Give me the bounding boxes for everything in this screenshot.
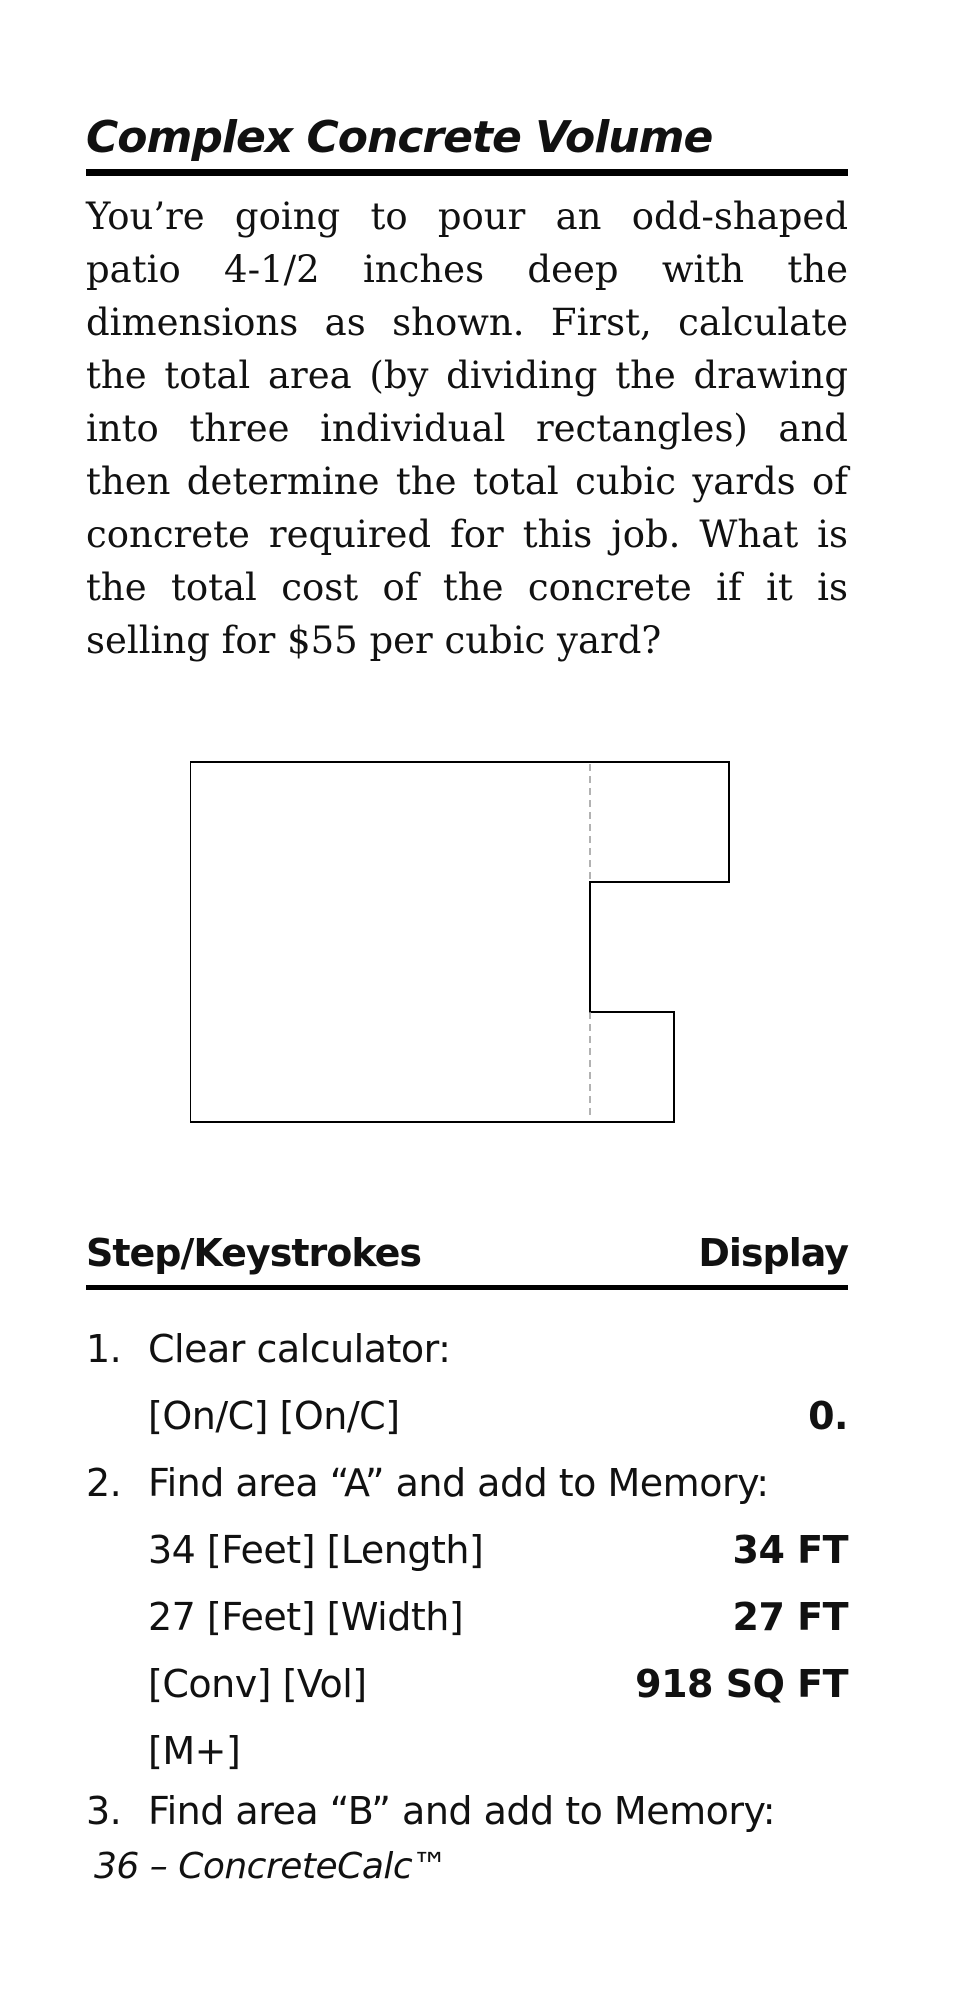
display-value: 34 FT xyxy=(732,1528,848,1572)
step-text: Find area “B” and add to Memory: xyxy=(148,1789,776,1833)
problem-paragraph: You’re going to pour an odd-shaped patio 4-1/2 inches deep with the dimensions as shown. First, calculate the total area (by dividing the drawing into three individual rectangles) and then determine the total cubic yards of concrete required for this job. What is the total cost of the concrete if it is selling for $55 per cubic yard? xyxy=(86,195,848,662)
header-display: Display xyxy=(698,1231,848,1275)
step-text: [M+] xyxy=(148,1729,241,1773)
table-row xyxy=(86,1521,848,1579)
step-text: 34 [Feet] [Length] xyxy=(148,1528,484,1572)
table-row xyxy=(86,1722,848,1780)
patio-diagram xyxy=(190,760,730,1124)
table-row xyxy=(86,1387,848,1445)
table-row xyxy=(86,1454,848,1512)
step-text: Find area “A” and add to Memory: xyxy=(148,1461,769,1505)
steps-table-header xyxy=(86,1225,848,1281)
title-underline xyxy=(86,169,848,176)
display-value: 918 SQ FT xyxy=(635,1662,848,1706)
step-text: 27 [Feet] [Width] xyxy=(148,1595,464,1639)
header-steps: Step/Keystrokes xyxy=(86,1231,421,1275)
display-value: 27 FT xyxy=(732,1595,848,1639)
table-row xyxy=(86,1588,848,1646)
table-row xyxy=(86,1782,848,1840)
header-underline xyxy=(86,1285,848,1290)
page-footer: 36 – ConcreteCalc™ xyxy=(94,1846,448,1887)
step-number: 3. xyxy=(86,1789,122,1833)
step-text: [Conv] [Vol] xyxy=(148,1662,367,1706)
step-number: 1. xyxy=(86,1327,122,1371)
step-number: 2. xyxy=(86,1461,122,1505)
step-text: [On/C] [On/C] xyxy=(148,1394,400,1438)
display-value: 0. xyxy=(808,1394,848,1438)
section-title: Complex Concrete Volume xyxy=(86,112,713,163)
table-row xyxy=(86,1655,848,1713)
step-text: Clear calculator: xyxy=(148,1327,451,1371)
table-row xyxy=(86,1320,848,1378)
patio-outline xyxy=(190,762,729,1122)
manual-page xyxy=(86,0,848,2009)
